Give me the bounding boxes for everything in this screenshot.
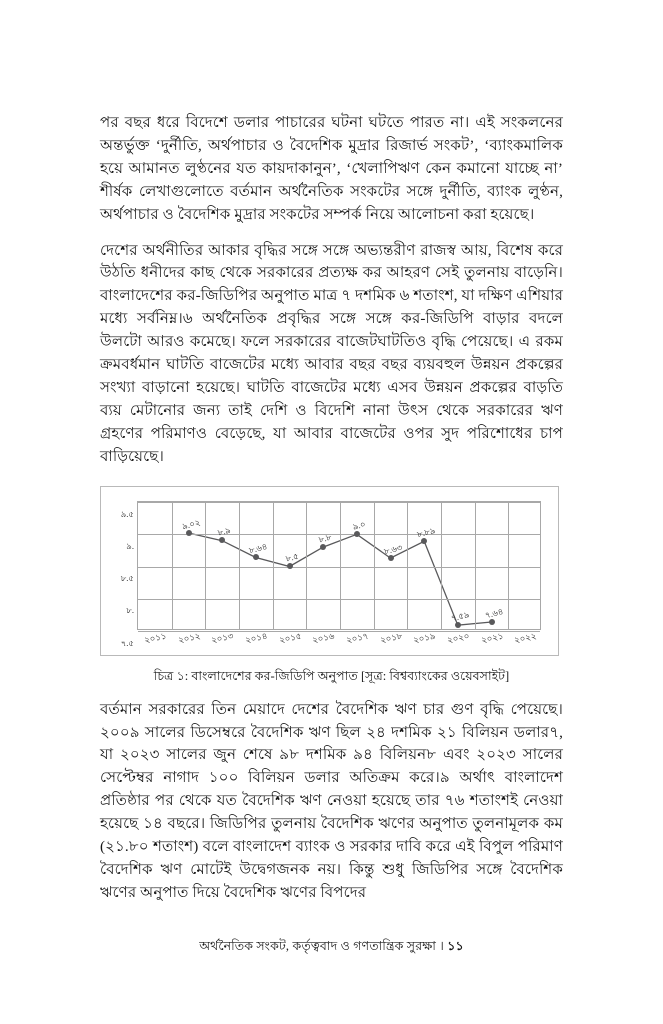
chart-container <box>100 486 559 656</box>
footer-title: অর্থনৈতিক সংকট, কর্তৃত্ববাদ ও গণতান্ত্রিক সুরক্ষা । <box>199 939 444 953</box>
data-point-label: ৮.৬৩ <box>382 542 403 557</box>
y-axis-tick-label: ৮.৫ <box>120 573 134 584</box>
gridline-horizontal <box>138 534 540 535</box>
x-axis-tick-label: ২০১৩ <box>210 630 235 645</box>
data-point-label: ৮.৮৯ <box>416 526 437 540</box>
data-point-label: ৭.৬৪ <box>483 606 504 620</box>
x-axis-tick-label: ২০১১ <box>143 630 168 645</box>
page-content <box>100 112 563 905</box>
data-point-label: ৮.৫ <box>284 551 300 564</box>
gridline-vertical <box>407 502 408 629</box>
x-axis-tick-label: ২০১৯ <box>412 630 437 645</box>
x-axis-tick-label: ২০১২ <box>176 630 201 645</box>
figure-caption: চিত্র ১: বাংলাদেশের কর-জিডিপি অনুপাত [সূত্র: বিশ্বব্যাংকের ওয়েবসাইট] <box>153 668 510 683</box>
page-footer <box>100 938 563 958</box>
x-axis-tick-label: ২০১৪ <box>244 630 269 645</box>
paragraph-2: দেশের অর্থনীতির আকার বৃদ্ধির সঙ্গে সঙ্গে অভ্যন্তরীণ রাজস্ব আয়, বিশেষ করে উঠতি ধনীদের কাছ থেকে সরকারের প্রত্যক্ষ কর আহরণ সেই তুলনায় বাড়েনি। বাংলাদেশের কর-জিডিপির অনুপাত মাত্র ৭ দশমিক ৬ শতাংশ, যা দক্ষিণ এশিয়ার মধ্যে সর্বনিম্ন।৬ অর্থনৈতিক প্রবৃদ্ধির সঙ্গে সঙ্গে কর-জিডিপি বাড়ার বদলে উলটো আরও কমেছে। ফলে সরকারের বাজেটঘাটতিও বৃদ্ধি পেয়েছে। এ রকম ক্রমবর্ধমান ঘাটতি বাজেটের মধ্যে আবার বছর বছর ব্যয়বহুল উন্নয়ন প্রকল্পের সংখ্যা বাড়ানো হয়েছে। ঘাটতি বাজেটের মধ্যে এসব উন্নয়ন প্রকল্পের বাড়তি ব্যয় মেটানোর জন্য তাই দেশি ও বিদেশি নানা উৎস থেকে সরকারের ঋণ গ্রহণের পরিমাণও বেড়েছে, যা আবার বাজেটের ওপর সুদ পরিশোধের চাপ বাড়িয়েছে। <box>100 242 563 465</box>
data-point-label: ৭.৫৯ <box>449 609 471 624</box>
x-axis-tick-label: ২০১৮ <box>378 630 403 645</box>
paragraph-3: বর্তমান সরকারের তিন মেয়াদে দেশের বৈদেশিক ঋণ চার গুণ বৃদ্ধি পেয়েছে। ২০০৯ সালের ডিসেম্বরে বৈদেশিক ঋণ ছিল ২৪ দশমিক ২১ বিলিয়ন ডলার৭, যা ২০২৩ সালের জুন শেষে ৯৮ দশমিক ৯৪ বিলিয়ন৮ এবং ২০২৩ সালের সেপ্টেম্বর নাগাদ ১০০ বিলিয়ন ডলার অতিক্রম করে।৯ অর্থাৎ বাংলাদেশ প্রতিষ্ঠার পর থেকে যত বৈদেশিক ঋণ নেওয়া হয়েছে তার ৭৬ শতাংশই নেওয়া হয়েছে ১৪ বছরে। জিডিপির তুলনায় বৈদেশিক ঋণের অনুপাত তুলনামূলক কম (২১.৮০ শতাংশ) বলে বাংলাদেশ ব্যাংক ও সরকার দাবি করে এই বিপুল পরিমাণ বৈদেশিক ঋণ মোটেই উদ্বেগজনক নয়। কিন্তু শুধু জিডিপির সঙ্গে বৈদেশিক ঋণের অনুপাত দিয়ে বৈদেশিক ঋণের বিপদের <box>100 701 563 901</box>
gridline-vertical <box>441 502 442 629</box>
y-axis-tick-label: ৯. <box>126 540 134 551</box>
data-point-label: ৮.৬৪ <box>247 542 269 556</box>
gridline-vertical <box>374 502 375 629</box>
gridline-horizontal <box>138 599 540 600</box>
gridline-vertical <box>273 502 274 629</box>
x-axis-tick-label: ২০২২ <box>513 630 538 645</box>
gridline-horizontal <box>138 567 540 568</box>
x-axis-tick-label: ২০১৬ <box>311 630 336 645</box>
data-point-label: ৯.০২ <box>180 517 201 531</box>
gridline-vertical <box>340 502 341 629</box>
x-axis-tick-label: ২০১৫ <box>277 630 302 645</box>
page-number: ১১ <box>447 939 464 953</box>
y-axis-tick-label: ৮. <box>126 605 134 616</box>
gridline-vertical <box>475 502 476 629</box>
data-point-label: ৯.০ <box>351 519 367 532</box>
chart-plot-area <box>137 501 541 630</box>
gridline-vertical <box>508 502 509 629</box>
y-axis-tick-label: ৯.৫ <box>120 508 134 519</box>
x-axis-labels <box>137 632 541 654</box>
figure-1 <box>100 486 563 685</box>
y-axis-labels <box>101 501 134 648</box>
chart-inner <box>101 487 558 655</box>
x-axis-tick-label: ২০২০ <box>446 630 471 645</box>
gridline-vertical <box>306 502 307 629</box>
data-point-label: ৮.৮ <box>317 532 333 545</box>
x-axis-tick-label: ২০১৭ <box>345 630 370 645</box>
x-axis-tick-label: ২০২১ <box>479 630 504 645</box>
paragraph-1: পর বছর ধরে বিদেশে ডলার পাচারের ঘটনা ঘটতে পারত না। এই সংকলনের অন্তর্ভুক্ত ‘দুর্নীতি, অর্থপাচার ও বৈদেশিক মুদ্রার রিজার্ভ সংকট’, ‘ব্যাংকমালিক হয়ে আমানত লুণ্ঠনের যত কায়দাকানুন’, ‘খেলাপিঋণ কেন কমানো যাচ্ছে না’ শীর্ষক লেখাগুলোতে বর্তমান অর্থনৈতিক সংকটের সঙ্গে দুর্নীতি, ব্যাংক লুণ্ঠন, অর্থপাচার ও বৈদেশিক মুদ্রার সংকটের সম্পর্ক নিয়ে আলোচনা করা হয়েছে। <box>100 115 563 223</box>
y-axis-tick-label: ৭.৫ <box>120 637 134 648</box>
gridline-vertical <box>205 502 206 629</box>
gridline-vertical <box>172 502 173 629</box>
data-point-label: ৮.৯ <box>216 526 232 538</box>
gridline-horizontal <box>138 502 540 503</box>
gridline-vertical <box>239 502 240 629</box>
